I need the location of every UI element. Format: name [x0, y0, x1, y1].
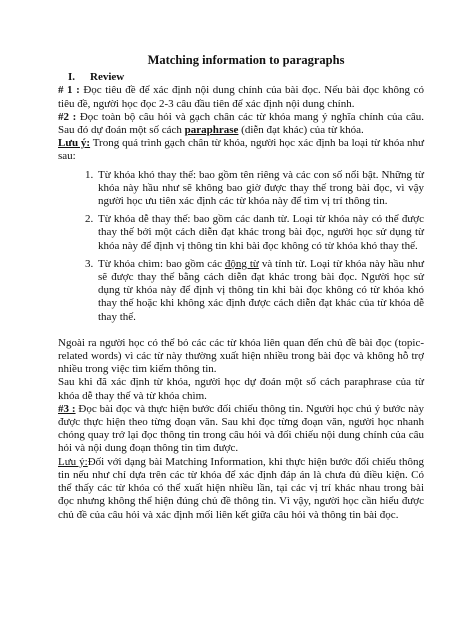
- list-item: [96, 169, 424, 209]
- paragraph-topic-words: Ngoài ra người học có thể bỏ các các từ khóa liên quan đến chủ đề bài đọc (topic-related words) vì các từ này thường xuất hiện nhiều trong bài đọc và không hỗ trợ nhiều trong việc tìm kiếm thông tin.: [58, 336, 424, 376]
- paragraph-predict-paraphrase: Sau khi đã xác định từ khóa, người học dự đoán một số cách paraphrase của từ khóa dễ thay thế và từ khóa chìm.: [58, 376, 424, 402]
- paraphrase-term: paraphrase: [184, 124, 239, 137]
- paragraph-note-1: [58, 137, 424, 163]
- step-1-marker: # 1 :: [58, 84, 80, 97]
- keyword-type-list: [58, 169, 424, 324]
- section-heading: [58, 71, 424, 84]
- note-1-text: Trong quá trình gạch chân từ khóa, người học xác định ba loại từ khóa như sau:: [58, 137, 425, 163]
- list-item: [96, 213, 424, 253]
- step-2-marker: #2 :: [58, 110, 77, 123]
- paragraph-step-2: [58, 111, 424, 137]
- page-title: Matching information to paragraphs: [147, 53, 345, 67]
- step-2-text-a: Đọc toàn bộ câu hỏi và gạch chân các từ khóa mang ý nghĩa chính của câu. Sau đó dự đoán một số cách: [58, 110, 424, 137]
- paragraph-step-1: [58, 84, 424, 110]
- note-1-marker: Lưu ý:: [58, 137, 91, 150]
- note-2-marker: Lưu ý:: [58, 455, 88, 468]
- note-2-text: Đối với dạng bài Matching Information, khi thực hiện bước đối chiếu thông tin nếu như chỉ dựa trên các từ khóa để xác định đáp án là chưa đủ điều kiện. Có thể thấy các từ khóa có thể xuất hiện nhiều lần, tại các vị trí khác nhau trong bài đọc nhưng không thể hiện đúng chủ đề thông tin. Vì vậy, người học cần hiểu được chủ đề của câu hỏi và xác định mối liên kết giữa câu hỏi và thông tin bài đọc.: [58, 455, 424, 521]
- list-item-text-b: và tính từ. Loại từ khóa này hầu như sẽ được thay thế bằng cách diễn đạt khác trong bài đọc. Người học sử dụng từ khóa này để định vị thông tin khi bài đọc không có từ khóa khó thay thế hoặc khi không xác định được cách diễn đạt khác của từ khóa dễ thay thế.: [98, 257, 424, 323]
- verb-term: động từ: [224, 257, 259, 270]
- list-item-text: Từ khóa dễ thay thế: bao gồm các danh từ. Loại từ khóa này có thể được thay thế bởi một cách diễn đạt khác trong bài đọc, người học sử dụng từ khóa này để định vị thông tin khi bài đọc không có từ khóa khó thay thế.: [98, 213, 424, 252]
- list-item-text-a: Từ khóa chìm: bao gồm các: [98, 257, 225, 270]
- list-item: [96, 258, 424, 324]
- section-label: Review: [90, 71, 125, 84]
- section-number: I.: [68, 71, 76, 84]
- paragraph-step-3: [58, 403, 424, 456]
- step-2-text-b: (diễn đạt khác) của từ khóa.: [238, 124, 364, 137]
- paragraph-note-2: [58, 456, 424, 522]
- step-3-text: Đọc bài đọc và thực hiện bước đối chiếu thông tin. Người học chú ý bước này được thực hiện theo từng đoạn văn. Sau khi đọc từng đoạn văn, người học nhanh chóng quay trở lại đọc thông tin trong câu hỏi và đối chiếu nội dung chính của câu hỏi và nội dung đoạn thông tin tìm được.: [58, 402, 424, 455]
- list-item-text: Từ khóa khó thay thế: bao gồm tên riêng và các con số nổi bật. Những từ khóa này hầu như sẽ không bao giờ được thay thế trong bài đọc, vì vậy người học ưu tiên xác định các từ khóa này để tìm vị trí thông tin.: [98, 168, 424, 208]
- step-3-marker: #3 :: [58, 402, 76, 415]
- step-1-text: Đọc tiêu đề để xác định nội dung chính của bài đọc. Nếu bài đọc không có tiêu đề, người học đọc 2-3 câu đầu tiên để xác định nội dung chính.: [58, 84, 424, 110]
